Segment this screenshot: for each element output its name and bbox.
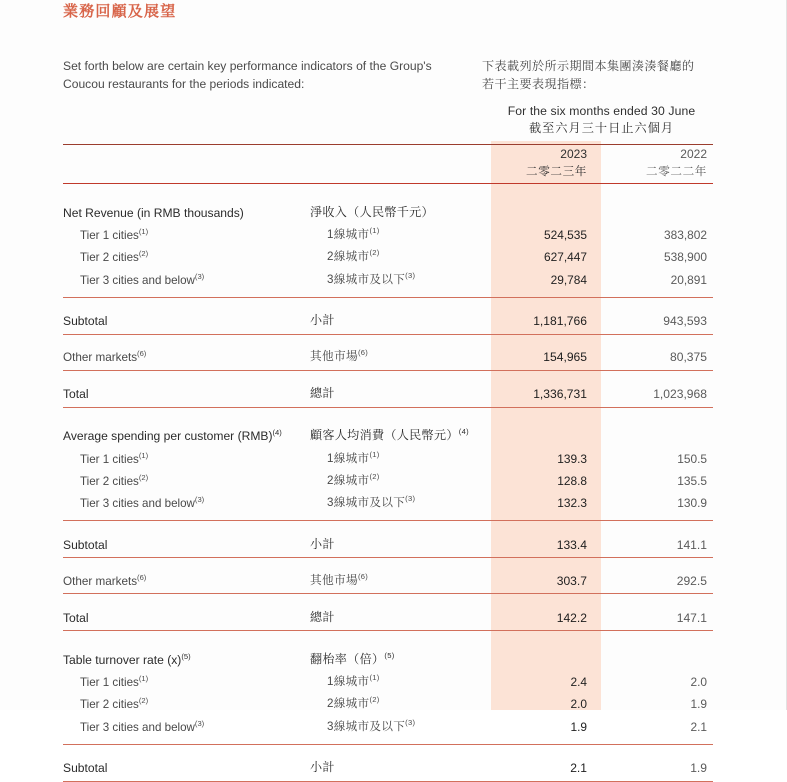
- footnote-marker: (5): [181, 651, 191, 661]
- intro-chinese-line-2: 若干主要表現指標：: [482, 76, 595, 91]
- value-2022: 1.9: [690, 697, 707, 712]
- row-label-english-text: Tier 1 cities: [80, 676, 139, 690]
- row-label-english: [63, 268, 310, 290]
- row-label-chinese-text: 1線城市: [327, 228, 370, 242]
- section-title-row: [63, 200, 713, 223]
- total-value-2023: 1,336,731: [533, 387, 587, 401]
- value-2022: 20,891: [670, 272, 707, 287]
- kpi-table: [63, 104, 713, 782]
- subtotal-value-2022: 141.1: [676, 537, 707, 552]
- value-2022: 538,900: [664, 250, 707, 265]
- value-2023: 139.3: [557, 451, 587, 466]
- rule-cell: [310, 780, 490, 781]
- other-markets-value-2022: 292.5: [676, 573, 707, 588]
- row-label-english-text: Tier 2 cities: [80, 698, 139, 712]
- value-2023: 1.9: [570, 719, 587, 734]
- subtotal-label-chinese: 小計: [310, 760, 335, 774]
- footnote-marker: (1): [369, 226, 380, 236]
- row-label-english: [63, 692, 310, 714]
- spacer-row: [63, 558, 713, 567]
- row-label-english-text: Tier 3 cities and below: [80, 720, 195, 734]
- subtotal-value-2023: 133.4: [556, 537, 587, 552]
- section-title-chinese: [310, 423, 490, 446]
- row-label-chinese-text: 1線城市: [327, 451, 370, 465]
- table-row: [63, 491, 713, 513]
- subtotal-label-chinese: 小計: [310, 313, 335, 327]
- row-label-chinese-text: 3線城市及以下: [327, 719, 406, 733]
- other-markets-value-2022: 80,375: [670, 350, 707, 364]
- row-label-chinese: [310, 491, 490, 513]
- empty-value-cell: [601, 647, 713, 670]
- value-2023: 2.4: [570, 675, 587, 690]
- row-label-english-text: Tier 2 cities: [80, 474, 139, 488]
- footnote-marker: (1): [138, 674, 149, 684]
- row-label-chinese-text: 3線城市及以下: [327, 272, 406, 286]
- footnote-marker: (3): [405, 717, 416, 727]
- subtotal-row: [63, 753, 713, 780]
- spacer-cell: [63, 631, 713, 647]
- subtotal-row: [63, 530, 713, 557]
- spacer-cell: [310, 119, 490, 143]
- other-markets-label-chinese: [310, 567, 490, 593]
- page-title: 業務回顧及展望: [63, 3, 177, 20]
- section-title-chinese: [310, 647, 490, 670]
- spacer-cell: [310, 104, 490, 119]
- empty-value-cell: [490, 647, 601, 670]
- footnote-marker: (1): [138, 450, 149, 460]
- section-title-english: [63, 200, 310, 223]
- other-markets-label-english-text: Other markets: [63, 574, 138, 588]
- column-header-year-2022-chinese: 二零二二年: [646, 164, 707, 178]
- spacer-cell: [63, 594, 713, 603]
- total-value-2022: 147.1: [676, 610, 707, 625]
- footnote-marker: (3): [194, 271, 205, 281]
- table-row: [63, 469, 713, 491]
- subtotal-label-english: Subtotal: [63, 314, 108, 328]
- total-label-english: Total: [63, 610, 89, 625]
- footnote-marker: (2): [369, 248, 380, 258]
- total-value-2023: 142.2: [556, 610, 587, 625]
- rule-cell: [490, 780, 601, 781]
- footnote-marker: (6): [137, 572, 147, 582]
- footnote-marker: (1): [369, 673, 380, 683]
- other-markets-label-english: [63, 343, 310, 369]
- empty-value-cell: [490, 423, 601, 446]
- subtotal-label-english: Subtotal: [63, 537, 108, 552]
- other-markets-label-chinese-text: 其他市場: [310, 350, 358, 363]
- other-markets-label-english-text: Other markets: [63, 351, 138, 364]
- value-2022: 150.5: [677, 451, 707, 466]
- value-2023: 627,447: [544, 250, 587, 265]
- empty-value-cell: [490, 200, 601, 223]
- footnote-marker: (2): [369, 695, 380, 705]
- row-label-english: [63, 670, 310, 692]
- row-label-english: [63, 245, 310, 267]
- value-2023: 2.0: [570, 697, 587, 712]
- value-2022: 2.1: [690, 719, 707, 734]
- footnote-marker: (2): [138, 696, 149, 706]
- spacer-row: [63, 407, 713, 423]
- total-value-2022: 1,023,968: [653, 387, 707, 401]
- total-row: [63, 379, 713, 406]
- row-label-chinese-text: 3線城市及以下: [327, 496, 406, 510]
- value-2023: 524,535: [544, 228, 587, 243]
- row-label-english: [63, 469, 310, 491]
- column-header-year-2023: 2023: [560, 146, 587, 161]
- spacer-cell: [63, 521, 713, 530]
- table-row: [63, 446, 713, 468]
- footnote-marker: (4): [458, 427, 469, 437]
- row-label-chinese: [310, 268, 490, 290]
- section-title-english-text: Average spending per customer (RMB): [63, 429, 273, 444]
- other-markets-label-chinese-text: 其他市場: [310, 573, 358, 587]
- row-label-english: [63, 715, 310, 737]
- subtotal-value-2023: 1,181,766: [533, 314, 587, 328]
- spacer-cell: [63, 184, 713, 200]
- table-header-period-row: [63, 104, 713, 119]
- footnote-marker: (2): [138, 249, 149, 259]
- footnote-marker: (4): [272, 428, 282, 438]
- section-title-english-text: Table turnover rate (x): [63, 652, 182, 667]
- footnote-marker: (3): [194, 718, 205, 728]
- section-title-row: [63, 423, 713, 446]
- subtotal-row: [63, 306, 713, 333]
- row-label-chinese-text: 2線城市: [327, 473, 370, 487]
- spacer-cell: [63, 119, 310, 143]
- row-label-chinese: [310, 692, 490, 714]
- spacer-cell: [63, 407, 713, 423]
- section-title-english: [63, 423, 310, 446]
- intro-chinese-line-1: 下表載列於所示期間本集團湊湊餐廳的: [482, 59, 695, 73]
- footnote-marker: (3): [194, 495, 205, 505]
- section-title-chinese-text: 顧客人均消費（人民幣元）: [310, 428, 459, 443]
- other-markets-row: [63, 567, 713, 593]
- spacer-cell: [63, 161, 310, 183]
- section-title-chinese-text: 淨收入（人民幣千元）: [310, 204, 434, 219]
- value-2023: 128.8: [557, 473, 587, 488]
- spacer-cell: [310, 144, 490, 161]
- section-title-chinese: [310, 200, 490, 223]
- period-header-chinese: 截至六月三十日止六個月: [528, 121, 675, 135]
- value-2022: 135.5: [677, 473, 707, 488]
- subtotal-label-chinese: 小計: [310, 536, 335, 551]
- spacer-cell: [63, 334, 713, 343]
- section-title-english: [63, 647, 310, 670]
- footnote-marker: (2): [369, 472, 380, 482]
- section-title-row: [63, 647, 713, 670]
- table-row: [63, 670, 713, 692]
- other-markets-row: [63, 343, 713, 369]
- table-header-year-row: [63, 144, 713, 161]
- intro-paragraph-chinese: [482, 58, 710, 93]
- row-label-english: [63, 446, 310, 468]
- row-label-english-text: Tier 3 cities and below: [80, 497, 195, 511]
- column-header-year-2023-chinese: 二零二三年: [526, 164, 587, 178]
- footnote-marker: (2): [138, 473, 149, 483]
- table-row: [63, 268, 713, 290]
- intro-english-line-2: Coucou restaurants for the periods indicated:: [63, 76, 305, 91]
- empty-value-cell: [601, 200, 713, 223]
- spacer-cell: [310, 161, 490, 183]
- subtotal-label-english: Subtotal: [63, 761, 108, 775]
- spacer-cell: [63, 744, 713, 753]
- table-row: [63, 223, 713, 245]
- footnote-marker: (6): [357, 571, 369, 581]
- spacer-cell: [63, 370, 713, 379]
- value-2023: 132.3: [557, 496, 587, 511]
- footnote-marker: (1): [369, 449, 380, 459]
- value-2023: 29,784: [550, 272, 587, 287]
- table-header-year-row-chinese: [63, 161, 713, 183]
- row-label-chinese-text: 1線城市: [327, 675, 370, 689]
- intro-english-line-1: Set forth below are certain key performance indicators of the Group's: [63, 59, 432, 73]
- spacer-row: [63, 744, 713, 753]
- subtotal-value-2023: 2.1: [570, 761, 587, 775]
- subtotal-rule-bottom: [63, 780, 713, 781]
- spacer-row: [63, 594, 713, 603]
- spacer-cell: [63, 104, 310, 119]
- total-row: [63, 603, 713, 630]
- spacer-row: [63, 334, 713, 343]
- row-label-english: [63, 491, 310, 513]
- row-label-chinese: [310, 223, 490, 245]
- value-2022: 2.0: [690, 675, 707, 690]
- table-header-period-row-chinese: [63, 119, 713, 143]
- row-label-chinese: [310, 245, 490, 267]
- total-label-chinese: 總計: [310, 386, 335, 400]
- other-markets-value-2023: 303.7: [556, 573, 587, 588]
- period-header-english: For the six months ended 30 June: [507, 104, 696, 118]
- section-title-chinese-text: 翻枱率（倍）: [310, 651, 385, 666]
- total-label-english: Total: [63, 387, 89, 401]
- row-label-chinese-text: 2線城市: [327, 250, 370, 264]
- spacer-cell: [63, 297, 713, 306]
- row-label-chinese: [310, 715, 490, 737]
- subtotal-value-2022: 1.9: [690, 761, 707, 775]
- other-markets-label-english: [63, 567, 310, 593]
- row-label-english-text: Tier 1 cities: [80, 452, 139, 466]
- footnote-marker: (6): [137, 349, 147, 359]
- row-label-chinese: [310, 670, 490, 692]
- spacer-row: [63, 631, 713, 647]
- table-row: [63, 245, 713, 267]
- spacer-cell: [63, 144, 310, 161]
- footnote-marker: (5): [384, 650, 395, 660]
- row-label-chinese-text: 2線城市: [327, 697, 370, 711]
- spacer-cell: [63, 558, 713, 567]
- section-title-english-text: Net Revenue (in RMB thousands): [63, 205, 244, 220]
- footnote-marker: (1): [138, 227, 149, 237]
- column-header-year-2022: 2022: [680, 146, 707, 161]
- spacer-row: [63, 521, 713, 530]
- table-row: [63, 715, 713, 737]
- value-2022: 130.9: [677, 496, 707, 511]
- spacer-row: [63, 297, 713, 306]
- intro-paragraph-english: [63, 58, 463, 93]
- spacer-row: [63, 370, 713, 379]
- row-label-chinese: [310, 446, 490, 468]
- row-label-english-text: Tier 1 cities: [80, 229, 139, 243]
- subtotal-value-2022: 943,593: [663, 314, 707, 328]
- total-label-chinese: 總計: [310, 609, 335, 624]
- kpi-table-container: [63, 104, 713, 782]
- footnote-marker: (6): [357, 348, 369, 358]
- row-label-english-text: Tier 3 cities and below: [80, 273, 195, 287]
- rule-cell: [63, 780, 310, 781]
- spacer-row: [63, 184, 713, 200]
- row-label-english: [63, 223, 310, 245]
- row-label-english-text: Tier 2 cities: [80, 251, 139, 265]
- footnote-marker: (3): [405, 494, 416, 504]
- row-label-chinese: [310, 469, 490, 491]
- other-markets-label-chinese: [310, 343, 490, 369]
- value-2022: 383,802: [664, 228, 707, 243]
- rule-cell: [601, 780, 713, 781]
- footnote-marker: (3): [405, 270, 416, 280]
- empty-value-cell: [601, 423, 713, 446]
- table-row: [63, 692, 713, 714]
- other-markets-value-2023: 154,965: [543, 350, 587, 364]
